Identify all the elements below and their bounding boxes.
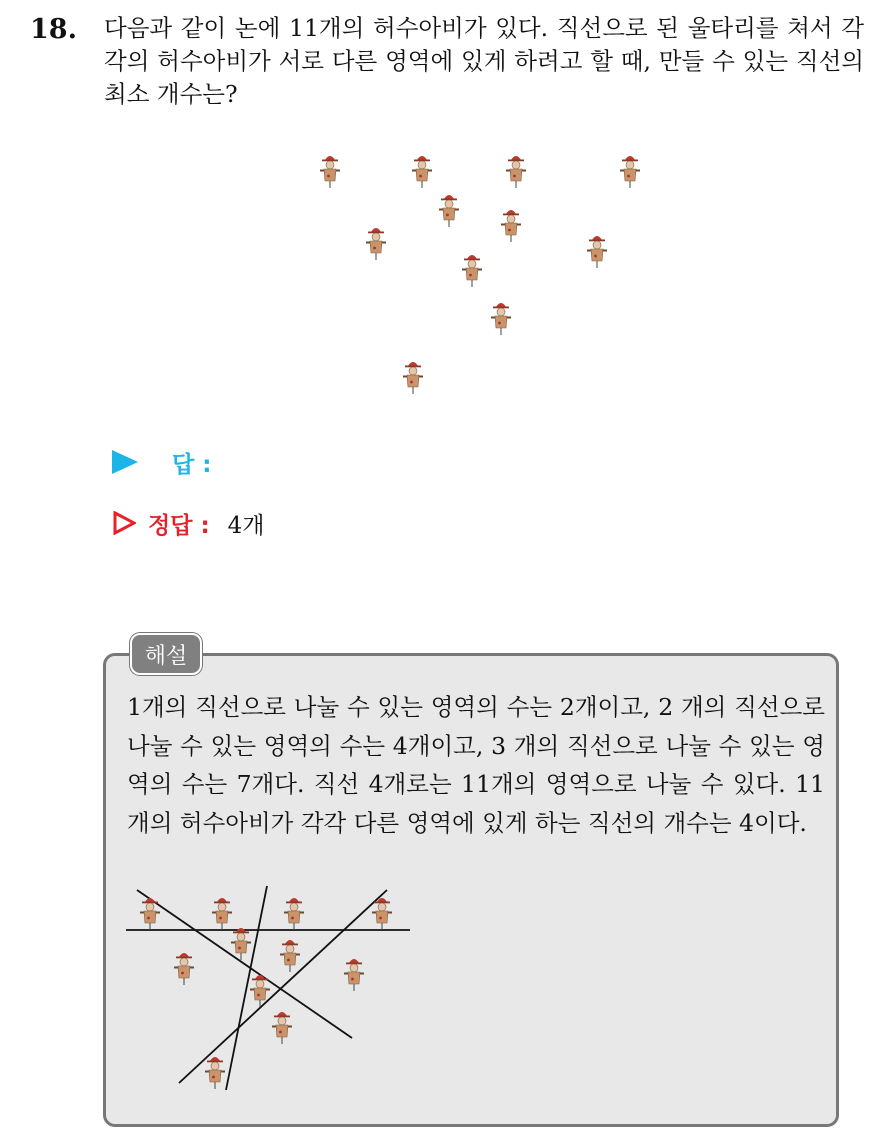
- scarecrow-icon: [439, 195, 459, 227]
- scarecrow-icon: [491, 303, 511, 335]
- scarecrow-icon: [620, 156, 640, 188]
- play-arrow-icon: [112, 450, 138, 474]
- question-number: 18.: [30, 14, 77, 45]
- question-text: 다음과 같이 논에 11개의 허수아비가 있다. 직선으로 된 울타리를 쳐서 각각의 허수아비가 서로 다른 영역에 있게 하려고 할 때, 만들 수 있는 직선의 최소 개수는?: [104, 14, 864, 108]
- correct-answer-label: 정답 :: [148, 512, 210, 539]
- correct-answer-value: 4개: [227, 512, 265, 539]
- scarecrow-icon: [501, 210, 521, 242]
- scarecrow-icon: [412, 156, 432, 188]
- scarecrow-icon: [587, 236, 607, 268]
- scarecrow-icon: [403, 362, 423, 394]
- correct-answer-row: [112, 507, 265, 539]
- scarecrow-icon: [462, 255, 482, 287]
- answer-row: [112, 446, 211, 478]
- outline-arrow-icon: [112, 511, 136, 535]
- scarecrow-icon: [506, 156, 526, 188]
- solution-tab: 해설: [130, 633, 202, 675]
- solution-text: 1개의 직선으로 나눌 수 있는 영역의 수는 2개이고, 2 개의 직선으로 나눌 수 있는 영역의 수는 4개이고, 3 개의 직선으로 나눌 수 있는 영역의 수는 7개다. 직선 4개로는 11개의 영역으로 나눌 수 있다. 11개의 허수아비가 각각 다른 영역에 있게 하는 직선의 개수는 4이다.: [127, 693, 825, 837]
- scarecrow-icon: [320, 156, 340, 188]
- scarecrow-icon: [366, 228, 386, 260]
- answer-label: 답 :: [172, 451, 212, 478]
